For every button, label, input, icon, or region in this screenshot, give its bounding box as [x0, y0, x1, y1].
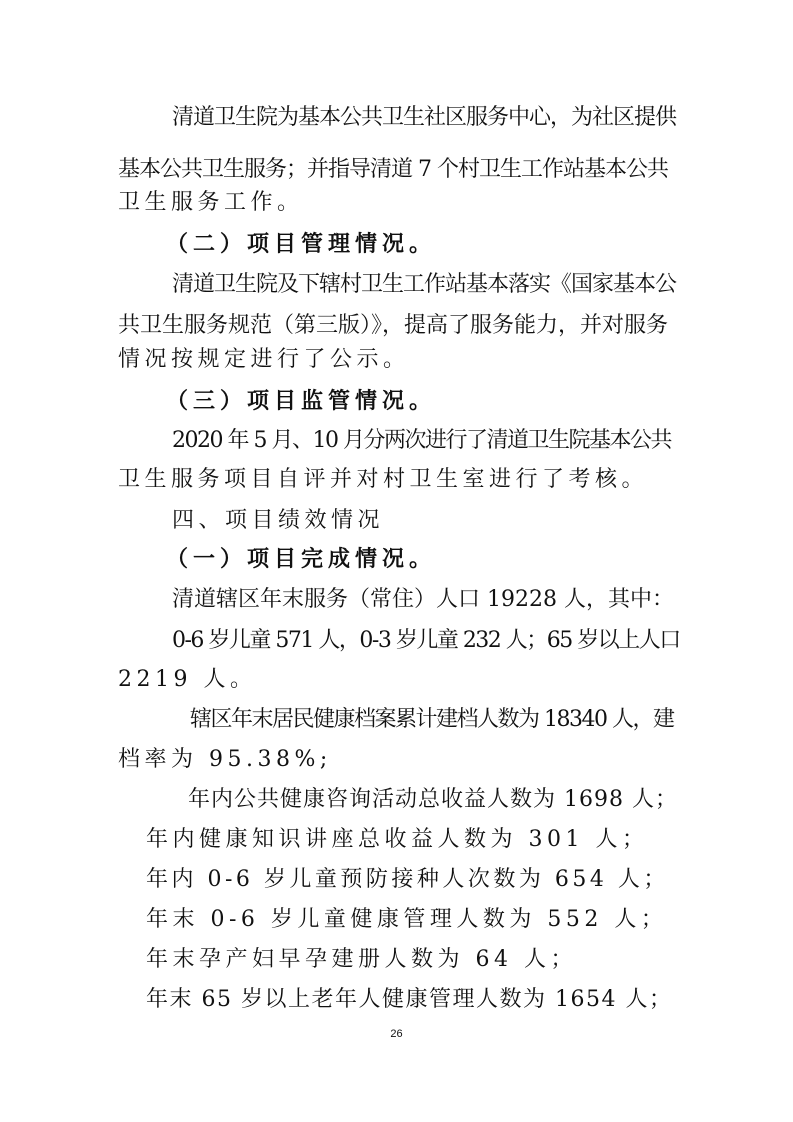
paragraph-2-line-1: 清道卫生院及下辖村卫生工作站基本落实《国家基本公: [172, 272, 677, 297]
section-heading-project-management: （二）项目管理情况。: [166, 232, 437, 257]
paragraph-4-line-6: 年内公共健康咨询活动总收益人数为 1698 人；: [188, 787, 678, 812]
paragraph-4-line-2: 0-6 岁儿童 571 人，0-3 岁儿童 232 人；65 岁以上人口: [172, 628, 680, 653]
paragraph-4-line-1: 清道辖区年末服务（常住）人口 19228 人，其中：: [172, 587, 674, 612]
paragraph-2-line-2: 共卫生服务规范（第三版）》，提高了服务能力，并对服务: [118, 313, 669, 338]
paragraph-3-line-1: 2020 年 5 月、10 月分两次进行了清道卫生院基本公共: [172, 428, 671, 453]
paragraph-2-line-3: 情况按规定进行了公示。: [118, 347, 410, 372]
paragraph-4-line-11: 年末 65 岁以上老年人健康管理人数为 1654 人；: [146, 987, 673, 1012]
paragraph-4-line-7: 年内健康知识讲座总收益人数为 301 人；: [146, 827, 649, 852]
paragraph-4-line-8: 年内 0-6 岁儿童预防接种人次数为 654 人；: [146, 867, 669, 892]
paragraph-4-line-3: 2219 人。: [118, 667, 257, 692]
paragraph-4-line-10: 年末孕产妇早孕建册人数为 64 人；: [146, 947, 577, 972]
section-heading-performance: 四、项目绩效情况: [172, 508, 385, 533]
section-heading-project-completion: （一）项目完成情况。: [166, 547, 437, 572]
paragraph-4-line-4: 辖区年末居民健康档案累计建档人数为 18340 人，建: [190, 707, 674, 732]
paragraph-3-line-2: 卫生服务项目自评并对村卫生室进行了考核。: [118, 467, 649, 492]
paragraph-4-line-5: 档率为 95.38%;: [118, 747, 332, 772]
page-number: 26: [390, 1028, 403, 1040]
paragraph-1-line-1: 清道卫生院为基本公共卫生社区服务中心，为社区提供: [172, 105, 677, 130]
section-heading-project-supervision: （三）项目监管情况。: [166, 389, 437, 414]
paragraph-1-line-2: 基本公共卫生服务；并指导清道 7 个村卫生工作站基本公共: [118, 157, 668, 182]
paragraph-1-line-3: 卫生服务工作。: [118, 190, 304, 215]
paragraph-4-line-9: 年末 0-6 岁儿童健康管理人数为 552 人；: [146, 907, 668, 932]
